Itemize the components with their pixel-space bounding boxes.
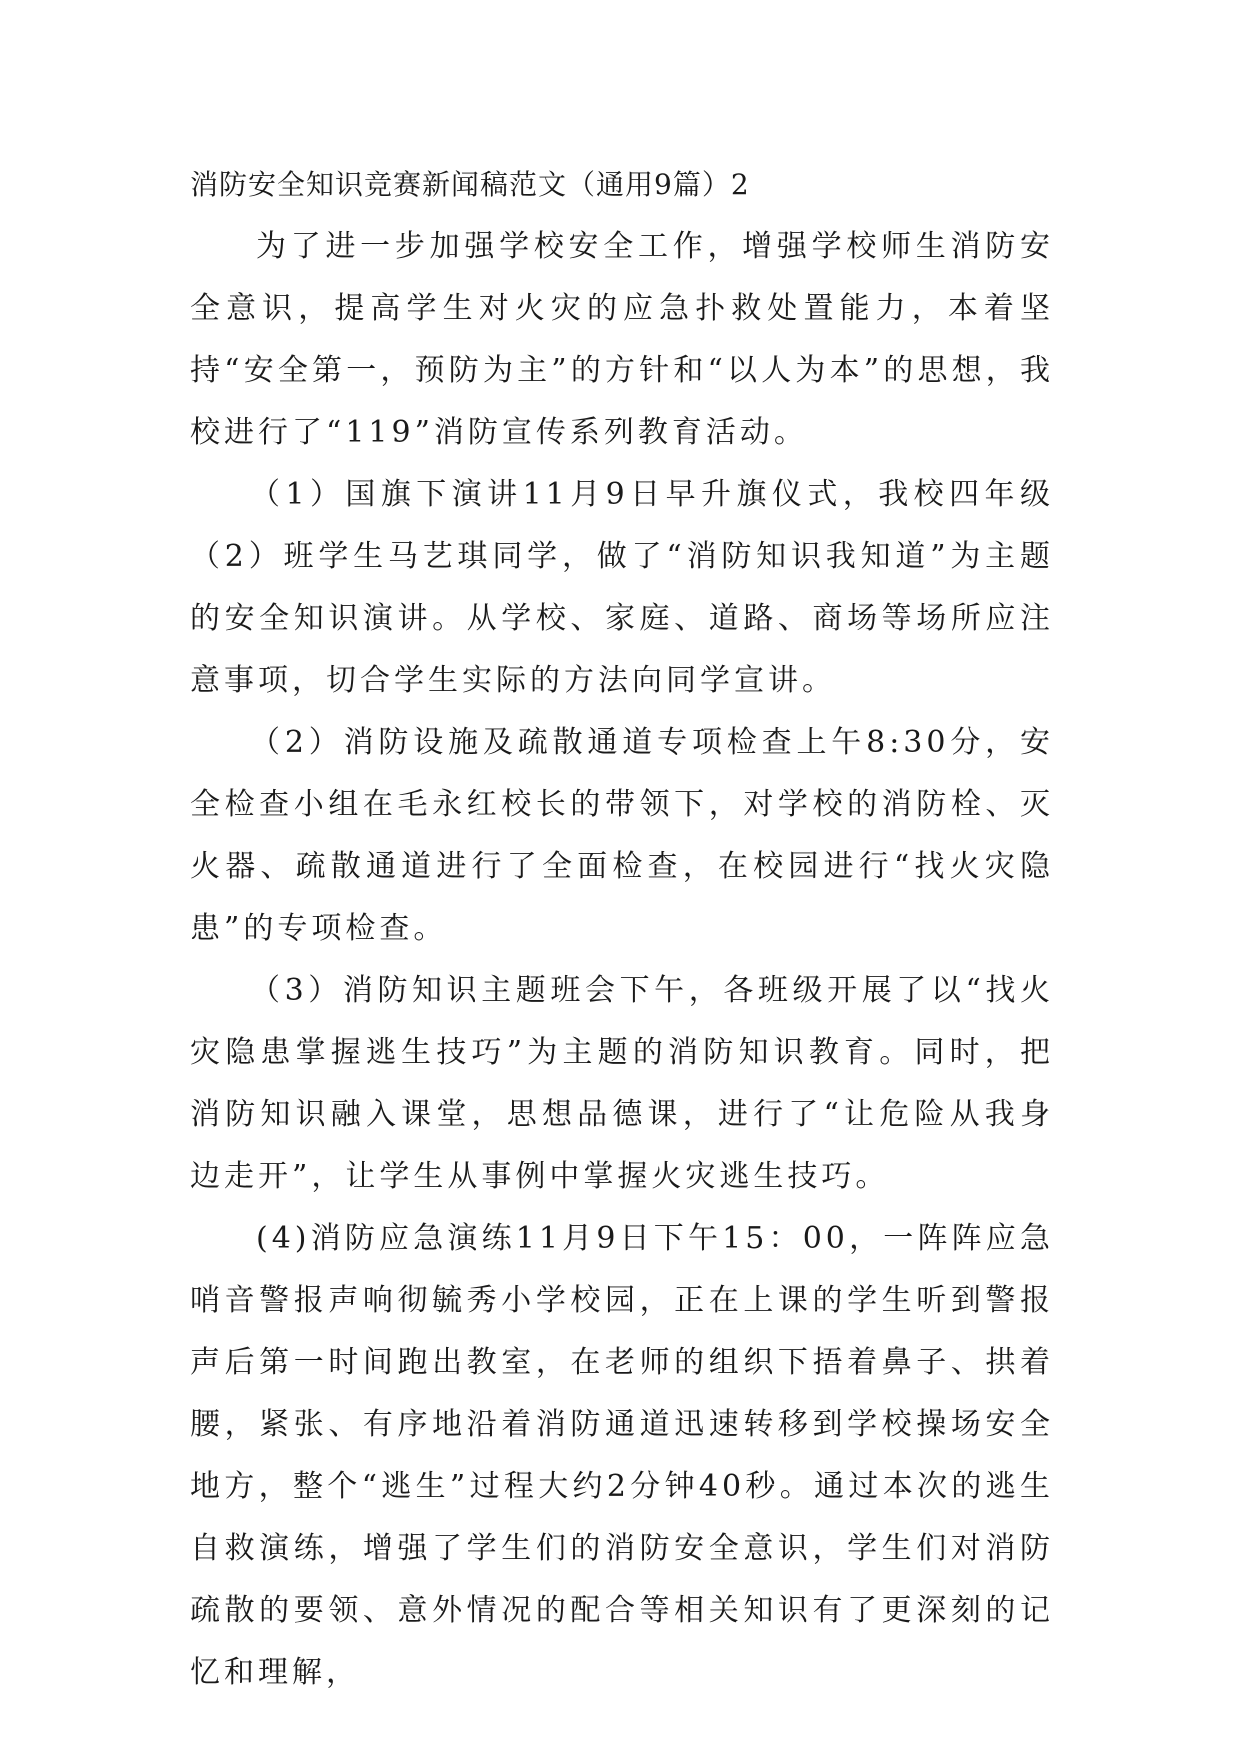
document-body	[190, 216, 1054, 1704]
paragraph-speech: （1）国旗下演讲11月9日早升旗仪式，我校四年级（2）班学生马艺琪同学，做了“消防知识我知道”为主题的安全知识演讲。从学校、家庭、道路、商场等场所应注意事项，切合学生实际的方法向同学宣讲。	[190, 477, 1054, 698]
document-title: 消防安全知识竞赛新闻稿范文（通用9篇）2	[190, 168, 750, 201]
paragraph-class-meeting: （3）消防知识主题班会下午，各班级开展了以“找火灾隐患掌握逃生技巧”为主题的消防知识教育。同时，把消防知识融入课堂，思想品德课，进行了“让危险从我身边走开”，让学生从事例中掌握火灾逃生技巧。	[190, 973, 1054, 1194]
paragraph-intro: 为了进一步加强学校安全工作，增强学校师生消防安全意识，提高学生对火灾的应急扑救处置能力，本着坚持“安全第一，预防为主”的方针和“以人为本”的思想，我校进行了“119”消防宣传系列教育活动。	[190, 229, 1054, 450]
paragraph-inspection: （2）消防设施及疏散通道专项检查上午8:30分，安全检查小组在毛永红校长的带领下，对学校的消防栓、灭火器、疏散通道进行了全面检查，在校园进行“找火灾隐患”的专项检查。	[190, 725, 1054, 946]
paragraph-drill: (4)消防应急演练11月9日下午15：00，一阵阵应急哨音警报声响彻毓秀小学校园，正在上课的学生听到警报声后第一时间跑出教室，在老师的组织下捂着鼻子、拱着腰，紧张、有序地沿着消防通道迅速转移到学校操场安全地方，整个“逃生”过程大约2分钟40秒。通过本次的逃生自救演练，增强了学生们的消防安全意识，学生们对消防疏散的要领、意外情况的配合等相关知识有了更深刻的记忆和理解，	[190, 1221, 1054, 1690]
